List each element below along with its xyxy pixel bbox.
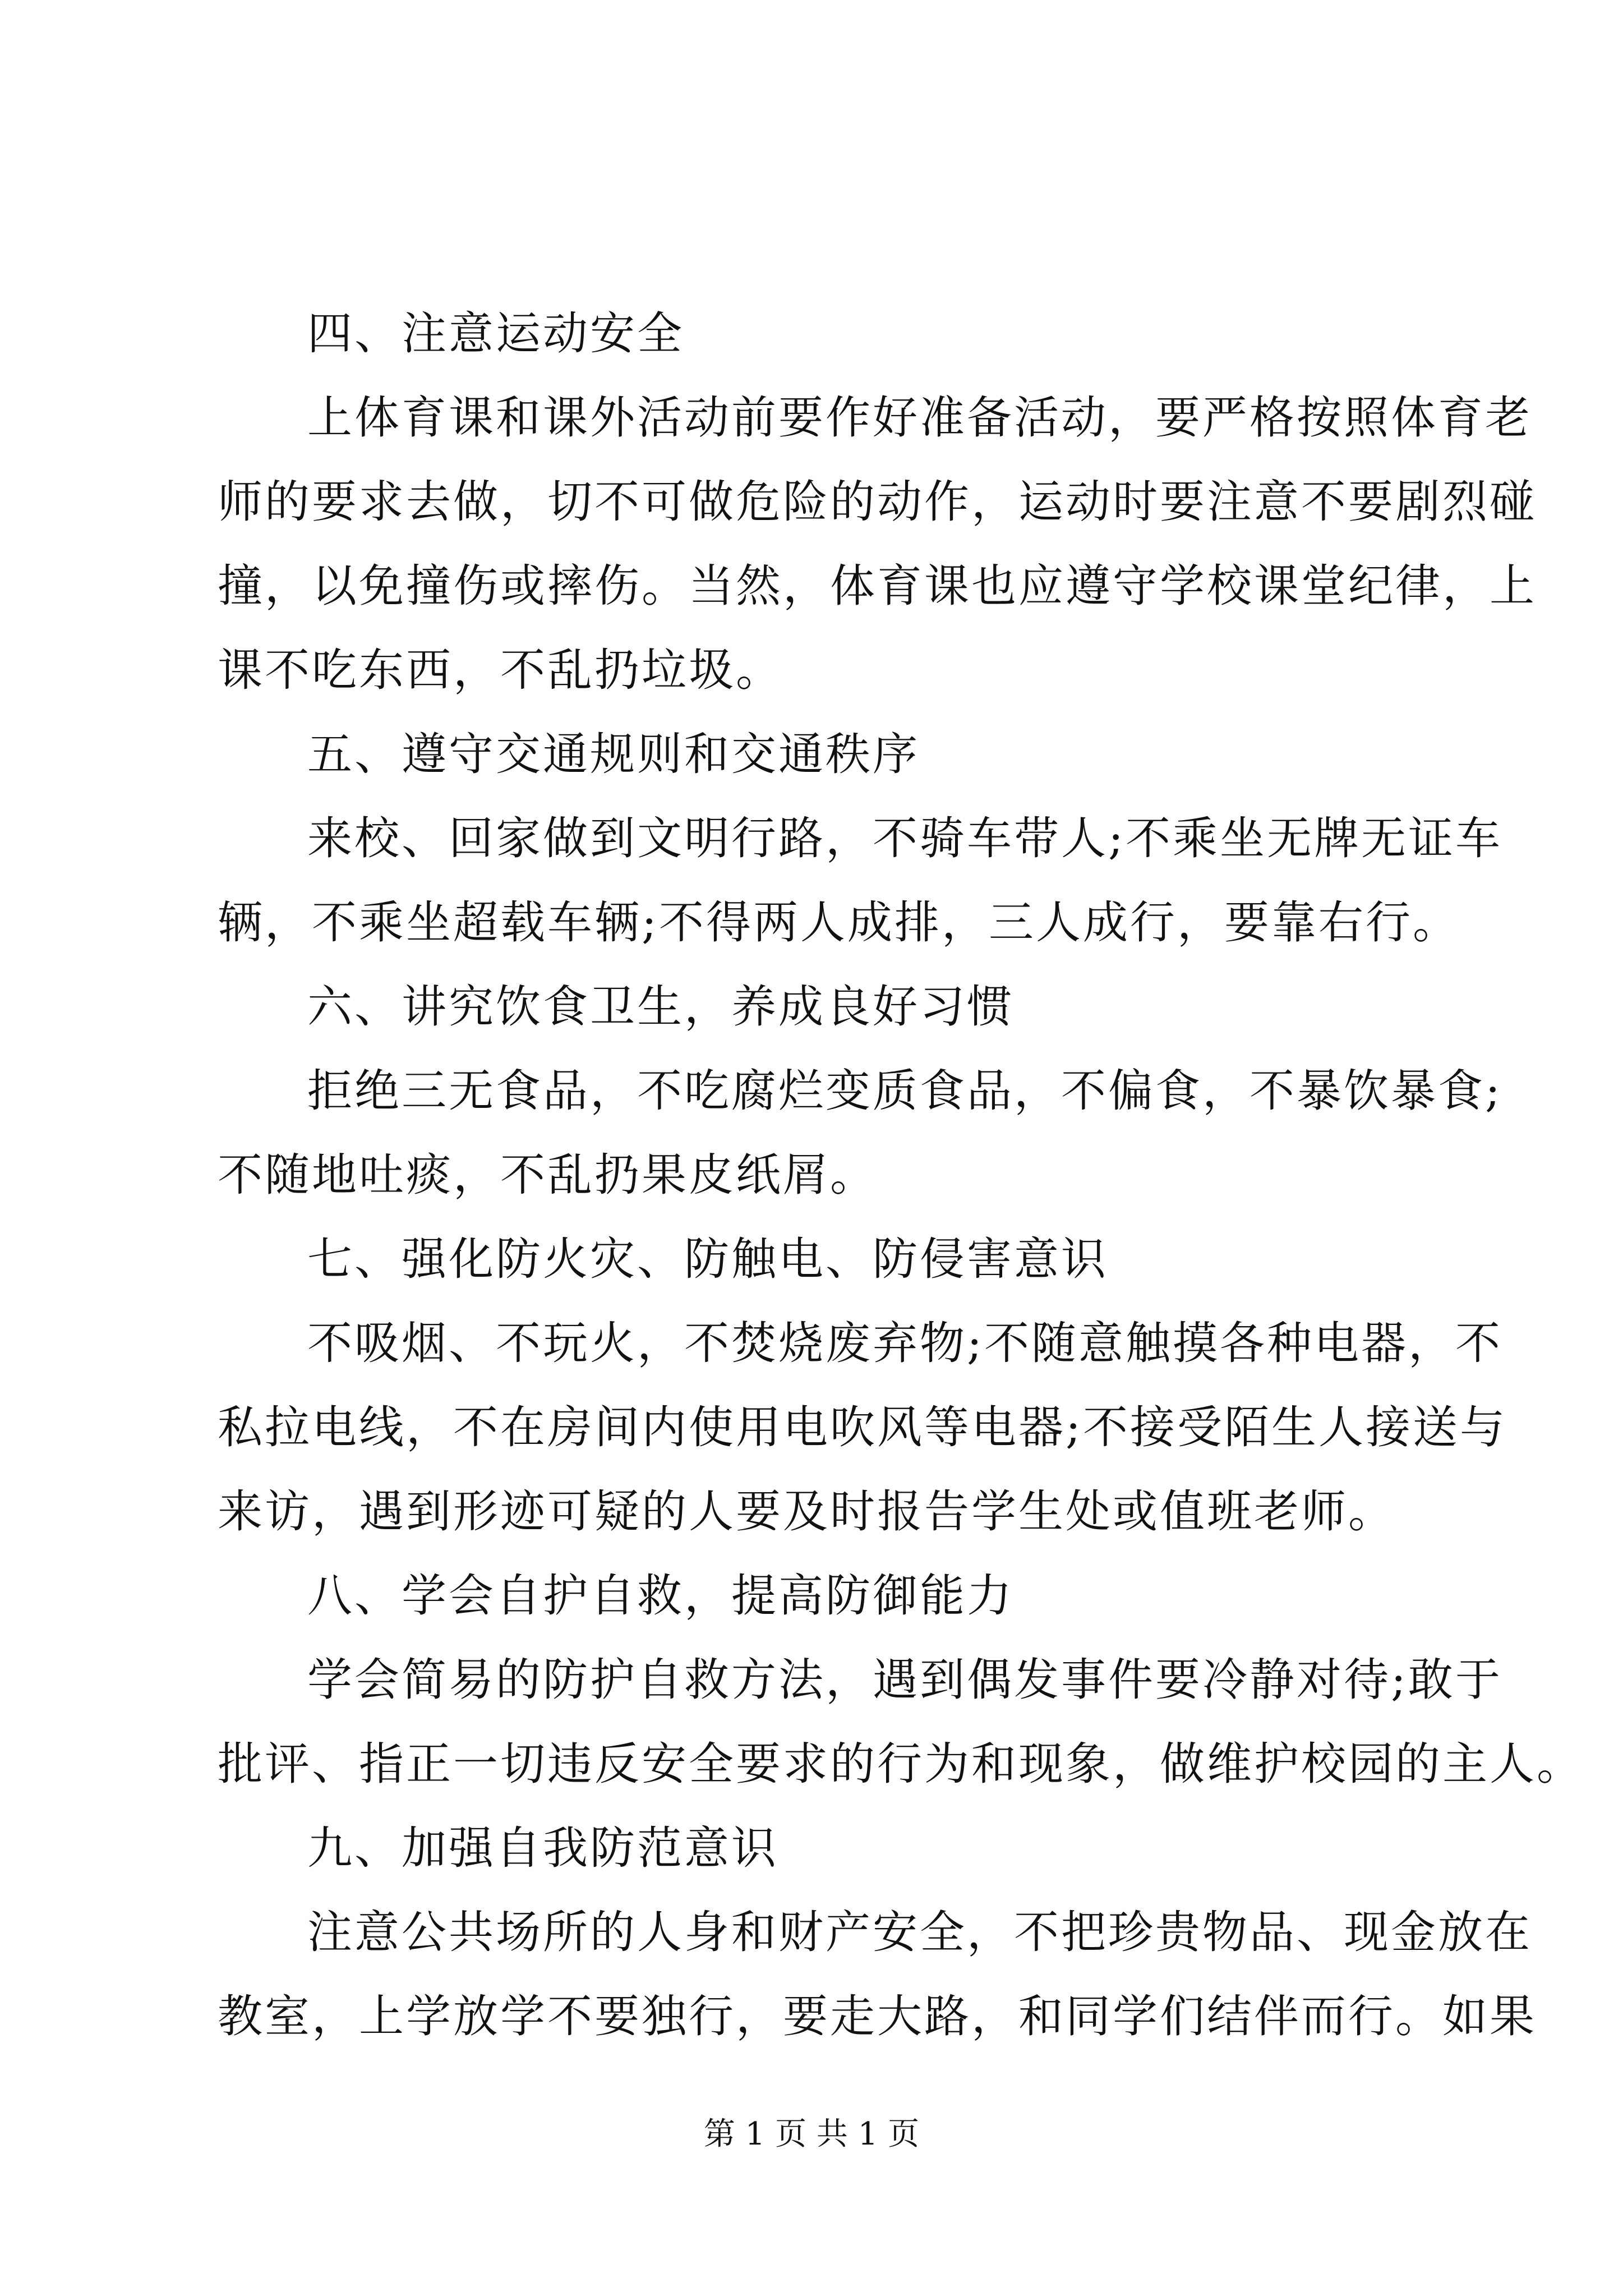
section-heading: 五、遵守交通规则和交通秩序 xyxy=(307,728,920,780)
section-heading: 八、学会自护自救，提高防御能力 xyxy=(307,1570,1014,1622)
page-footer: 第 1 页 共 1 页 xyxy=(703,2116,920,2152)
paragraph-line: 注意公共场所的人身和财产安全，不把珍贵物品、现金放在 xyxy=(307,1906,1532,1958)
section-heading: 六、讲究饮食卫生，养成良好习惯 xyxy=(307,981,1014,1033)
paragraph-line: 不吸烟、不玩火，不焚烧废弃物;不随意触摸各种电器，不 xyxy=(307,1317,1502,1369)
paragraph-line: 师的要求去做，切不可做危险的动作，运动时要注意不要剧烈碰 xyxy=(218,476,1537,528)
paragraph-line: 来访，遇到形迹可疑的人要及时报告学生处或值班老师。 xyxy=(218,1485,1395,1538)
paragraph-line: 课不吃东西，不乱扔垃圾。 xyxy=(218,644,783,696)
paragraph-line: 拒绝三无食品，不吃腐烂变质食品，不偏食，不暴饮暴食; xyxy=(307,1065,1502,1117)
paragraph-line: 不随地吐痰，不乱扔果皮纸屑。 xyxy=(218,1149,877,1201)
section-heading: 九、加强自我防范意识 xyxy=(307,1822,778,1874)
paragraph-line: 批评、指正一切违反安全要求的行为和现象，做维护校园的主人。 xyxy=(218,1738,1584,1790)
paragraph-line: 撞，以免撞伤或摔伤。当然，体育课也应遵守学校课堂纪律，上 xyxy=(218,560,1537,612)
paragraph-line: 辆，不乘坐超载车辆;不得两人成排，三人成行，要靠右行。 xyxy=(218,896,1460,949)
section-heading: 七、强化防火灾、防触电、防侵害意识 xyxy=(307,1233,1108,1285)
paragraph-line: 上体育课和课外活动前要作好准备活动，要严格按照体育老 xyxy=(307,392,1532,444)
paragraph-line: 教室，上学放学不要独行，要走大路，和同学们结伴而行。如果 xyxy=(218,1990,1537,2042)
paragraph-line: 来校、回家做到文明行路，不骑车带人;不乘坐无牌无证车 xyxy=(307,812,1502,864)
paragraph-line: 学会简易的防护自救方法，遇到偶发事件要冷静对待;敢于 xyxy=(307,1654,1502,1706)
section-heading: 四、注意运动安全 xyxy=(307,307,684,360)
paragraph-line: 私拉电线，不在房间内使用电吹风等电器;不接受陌生人接送与 xyxy=(218,1401,1507,1453)
